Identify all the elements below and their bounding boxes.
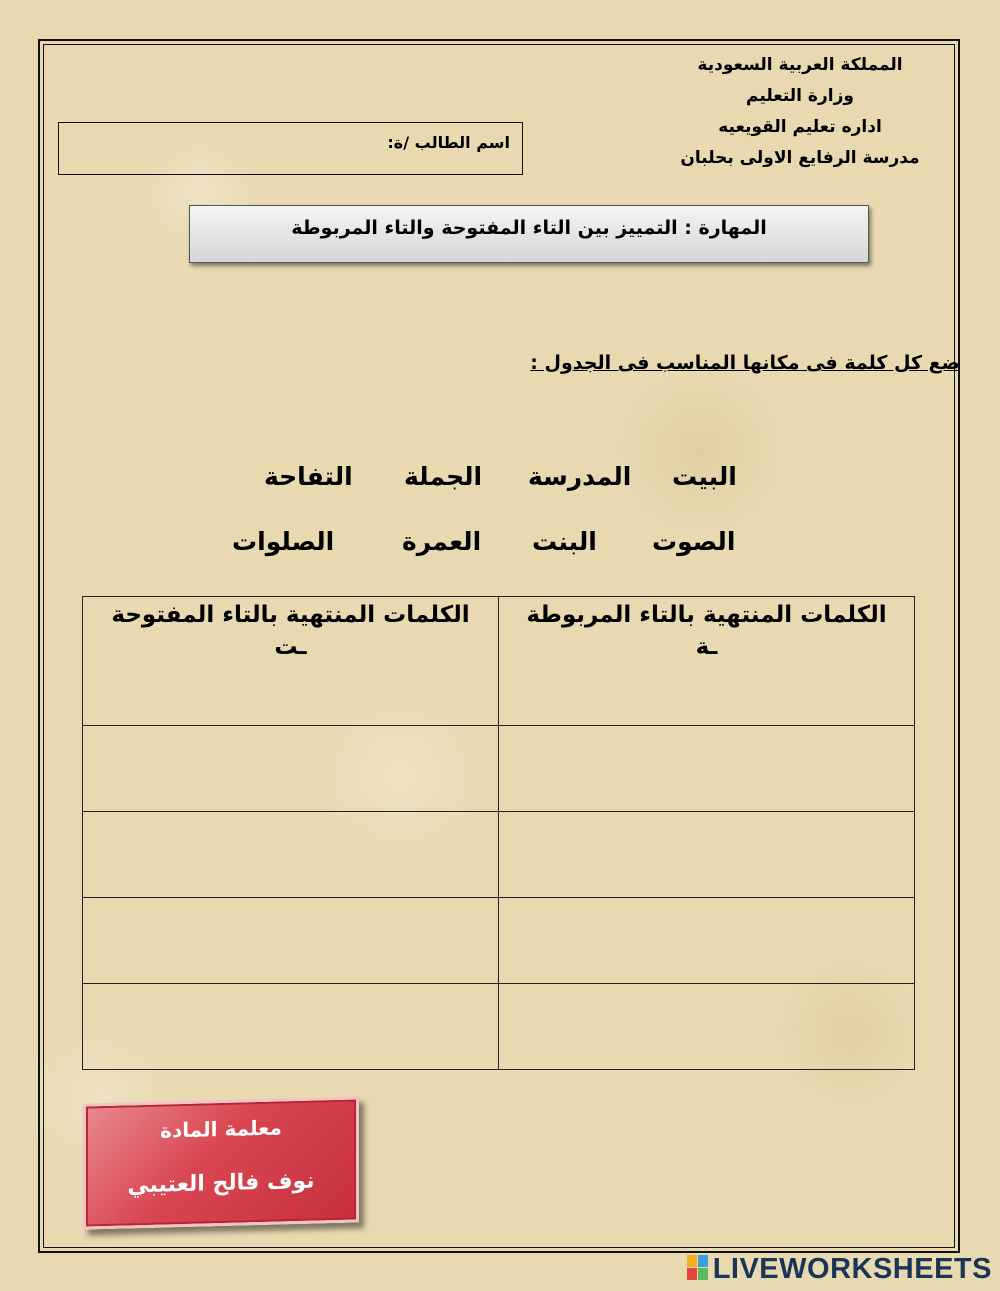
liveworksheets-logo-text: LIVEWORKSHEETS — [712, 1253, 992, 1285]
answer-cell-maftuha[interactable] — [83, 726, 499, 812]
word-bank-item[interactable]: المدرسة — [528, 462, 632, 491]
header-taa-maftuha-label: الكلمات المنتهية بالتاء المفتوحة — [111, 602, 470, 628]
liveworksheets-logo-icon — [687, 1255, 709, 1281]
answer-cell-maftuha[interactable] — [83, 984, 499, 1070]
skill-title: المهارة : التمييز بين التاء المفتوحة والتاء المربوطة — [189, 205, 869, 263]
word-bank-item[interactable]: البنت — [532, 527, 597, 556]
header-taa-marbuta — [499, 597, 915, 726]
answer-cell-marbuta[interactable] — [499, 898, 915, 984]
sorting-table — [82, 596, 915, 1070]
answer-cell-maftuha[interactable] — [83, 812, 499, 898]
student-name-label: اسم الطالب /ة: — [387, 133, 510, 152]
header-taa-maftuha — [83, 597, 499, 726]
answer-cell-marbuta[interactable] — [499, 812, 915, 898]
header-taa-marbuta-label: الكلمات المنتهية بالتاء المربوطة — [526, 602, 887, 628]
answer-cell-maftuha[interactable] — [83, 898, 499, 984]
word-bank-item[interactable]: التفاحة — [264, 462, 353, 491]
teacher-name: نوف فالح العتيبي — [127, 1168, 315, 1199]
header-line-administration: اداره تعليم القويعيه — [718, 117, 882, 137]
answer-cell-marbuta[interactable] — [499, 984, 915, 1070]
header-taa-maftuha-letter: ـت — [274, 634, 307, 660]
teacher-title: معلمة المادة — [160, 1115, 282, 1143]
header-taa-marbuta-letter: ـة — [695, 634, 718, 660]
header-line-kingdom: المملكة العربية السعودية — [697, 55, 903, 75]
word-bank-item[interactable]: البيت — [672, 462, 737, 491]
teacher-box — [83, 1096, 359, 1229]
answer-cell-marbuta[interactable] — [499, 726, 915, 812]
word-bank-item[interactable]: الصلوات — [232, 527, 335, 556]
student-name-box[interactable] — [58, 122, 523, 175]
word-bank-item[interactable]: الجملة — [404, 462, 483, 491]
liveworksheets-logo — [687, 1253, 992, 1286]
school-header — [670, 50, 930, 174]
instruction-text: ضع كل كلمة فى مكانها المناسب فى الجدول : — [530, 352, 960, 374]
header-line-ministry: وزارة التعليم — [746, 86, 854, 106]
header-line-school: مدرسة الرفايع الاولى بحلبان — [680, 148, 920, 168]
word-bank-item[interactable]: العمرة — [402, 527, 482, 556]
word-bank-item[interactable]: الصوت — [652, 527, 736, 556]
